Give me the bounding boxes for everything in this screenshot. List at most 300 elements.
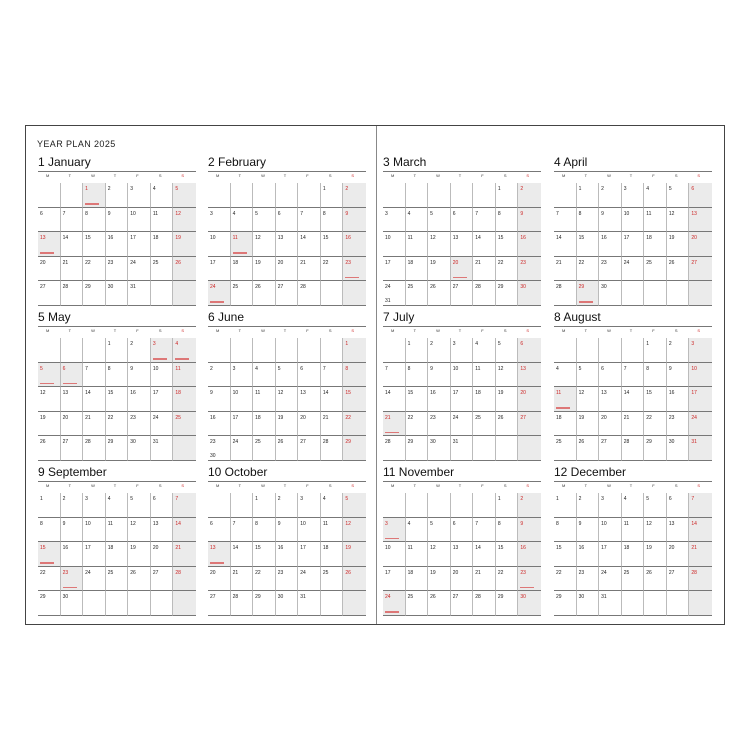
day-cell[interactable] bbox=[106, 518, 129, 543]
day-cell[interactable] bbox=[518, 363, 541, 388]
day-cell[interactable] bbox=[577, 542, 600, 567]
day-cell[interactable] bbox=[383, 338, 406, 363]
day-cell[interactable] bbox=[473, 183, 496, 208]
day-cell[interactable] bbox=[428, 338, 451, 363]
day-cell[interactable] bbox=[383, 387, 406, 412]
day-cell[interactable] bbox=[667, 412, 690, 437]
day-cell[interactable] bbox=[644, 338, 667, 363]
day-cell[interactable] bbox=[473, 232, 496, 257]
day-cell[interactable] bbox=[173, 363, 196, 388]
day-cell[interactable] bbox=[689, 542, 712, 567]
day-cell[interactable] bbox=[276, 183, 299, 208]
day-cell[interactable] bbox=[231, 436, 254, 461]
day-cell[interactable] bbox=[321, 436, 344, 461]
day-cell[interactable] bbox=[622, 208, 645, 233]
day-cell[interactable] bbox=[343, 257, 366, 282]
day-cell[interactable] bbox=[383, 518, 406, 543]
day-cell[interactable] bbox=[321, 257, 344, 282]
day-cell[interactable] bbox=[554, 183, 577, 208]
day-cell[interactable] bbox=[61, 232, 84, 257]
day-cell[interactable] bbox=[689, 338, 712, 363]
day-cell[interactable] bbox=[496, 387, 519, 412]
day-cell[interactable] bbox=[406, 412, 429, 437]
day-cell[interactable] bbox=[253, 591, 276, 616]
day-cell[interactable] bbox=[428, 412, 451, 437]
day-cell[interactable] bbox=[383, 363, 406, 388]
day-cell[interactable] bbox=[689, 387, 712, 412]
day-cell[interactable] bbox=[622, 232, 645, 257]
day-cell[interactable] bbox=[151, 363, 174, 388]
day-cell[interactable] bbox=[577, 436, 600, 461]
day-cell[interactable] bbox=[253, 208, 276, 233]
day-cell[interactable] bbox=[276, 542, 299, 567]
day-cell[interactable] bbox=[599, 363, 622, 388]
day-cell[interactable] bbox=[128, 281, 151, 306]
day-cell[interactable] bbox=[128, 591, 151, 616]
day-cell[interactable] bbox=[599, 436, 622, 461]
day-cell[interactable] bbox=[321, 338, 344, 363]
day-cell[interactable] bbox=[173, 493, 196, 518]
day-cell[interactable] bbox=[451, 208, 474, 233]
day-cell[interactable] bbox=[496, 493, 519, 518]
day-cell[interactable] bbox=[173, 208, 196, 233]
day-cell[interactable] bbox=[554, 208, 577, 233]
day-cell[interactable] bbox=[128, 567, 151, 592]
day-cell[interactable] bbox=[428, 183, 451, 208]
day-cell[interactable] bbox=[599, 208, 622, 233]
day-cell[interactable] bbox=[208, 493, 231, 518]
day-cell[interactable] bbox=[38, 436, 61, 461]
day-cell[interactable] bbox=[518, 232, 541, 257]
day-cell[interactable] bbox=[61, 257, 84, 282]
day-cell[interactable] bbox=[231, 232, 254, 257]
day-cell[interactable] bbox=[276, 412, 299, 437]
day-cell[interactable] bbox=[518, 257, 541, 282]
day-cell[interactable] bbox=[689, 493, 712, 518]
day-cell[interactable] bbox=[599, 338, 622, 363]
day-cell[interactable] bbox=[428, 518, 451, 543]
day-cell[interactable] bbox=[473, 591, 496, 616]
day-cell[interactable] bbox=[644, 183, 667, 208]
day-cell[interactable] bbox=[208, 567, 231, 592]
day-cell[interactable] bbox=[406, 493, 429, 518]
day-cell[interactable] bbox=[106, 542, 129, 567]
day-cell[interactable] bbox=[644, 232, 667, 257]
day-cell[interactable] bbox=[622, 257, 645, 282]
day-cell[interactable] bbox=[428, 281, 451, 306]
day-cell[interactable] bbox=[231, 493, 254, 518]
day-cell[interactable] bbox=[173, 518, 196, 543]
day-cell[interactable] bbox=[383, 567, 406, 592]
day-cell[interactable] bbox=[473, 257, 496, 282]
day-cell[interactable] bbox=[83, 412, 106, 437]
day-cell[interactable] bbox=[173, 281, 196, 306]
day-cell[interactable] bbox=[518, 387, 541, 412]
day-cell[interactable] bbox=[276, 208, 299, 233]
day-cell[interactable] bbox=[343, 363, 366, 388]
day-cell[interactable] bbox=[577, 183, 600, 208]
day-cell[interactable] bbox=[689, 257, 712, 282]
day-cell[interactable] bbox=[106, 183, 129, 208]
day-cell[interactable] bbox=[321, 518, 344, 543]
day-cell[interactable] bbox=[83, 493, 106, 518]
day-cell[interactable] bbox=[343, 208, 366, 233]
day-cell[interactable] bbox=[208, 208, 231, 233]
day-cell[interactable] bbox=[451, 542, 474, 567]
day-cell[interactable] bbox=[599, 257, 622, 282]
day-cell[interactable] bbox=[667, 183, 690, 208]
day-cell[interactable] bbox=[298, 387, 321, 412]
day-cell[interactable] bbox=[428, 542, 451, 567]
day-cell[interactable] bbox=[128, 542, 151, 567]
day-cell[interactable] bbox=[208, 436, 231, 461]
day-cell[interactable] bbox=[276, 281, 299, 306]
day-cell[interactable] bbox=[343, 542, 366, 567]
day-cell[interactable] bbox=[622, 518, 645, 543]
day-cell[interactable] bbox=[496, 338, 519, 363]
day-cell[interactable] bbox=[128, 436, 151, 461]
day-cell[interactable] bbox=[231, 208, 254, 233]
day-cell[interactable] bbox=[599, 412, 622, 437]
day-cell[interactable] bbox=[61, 387, 84, 412]
day-cell[interactable] bbox=[644, 436, 667, 461]
day-cell[interactable] bbox=[496, 591, 519, 616]
day-cell[interactable] bbox=[689, 183, 712, 208]
day-cell[interactable] bbox=[38, 412, 61, 437]
day-cell[interactable] bbox=[151, 436, 174, 461]
day-cell[interactable] bbox=[173, 257, 196, 282]
day-cell[interactable] bbox=[667, 338, 690, 363]
day-cell[interactable] bbox=[128, 232, 151, 257]
day-cell[interactable] bbox=[406, 257, 429, 282]
day-cell[interactable] bbox=[208, 518, 231, 543]
day-cell[interactable] bbox=[231, 281, 254, 306]
day-cell[interactable] bbox=[128, 387, 151, 412]
day-cell[interactable] bbox=[343, 518, 366, 543]
day-cell[interactable] bbox=[473, 542, 496, 567]
day-cell[interactable] bbox=[208, 542, 231, 567]
day-cell[interactable] bbox=[622, 338, 645, 363]
day-cell[interactable] bbox=[554, 387, 577, 412]
day-cell[interactable] bbox=[577, 412, 600, 437]
day-cell[interactable] bbox=[208, 281, 231, 306]
day-cell[interactable] bbox=[667, 363, 690, 388]
day-cell[interactable] bbox=[577, 281, 600, 306]
day-cell[interactable] bbox=[61, 493, 84, 518]
day-cell[interactable] bbox=[599, 232, 622, 257]
day-cell[interactable] bbox=[61, 518, 84, 543]
day-cell[interactable] bbox=[496, 257, 519, 282]
day-cell[interactable] bbox=[667, 387, 690, 412]
day-cell[interactable] bbox=[321, 387, 344, 412]
day-cell[interactable] bbox=[253, 257, 276, 282]
day-cell[interactable] bbox=[151, 493, 174, 518]
day-cell[interactable] bbox=[406, 436, 429, 461]
day-cell[interactable] bbox=[406, 387, 429, 412]
day-cell[interactable] bbox=[554, 338, 577, 363]
day-cell[interactable] bbox=[106, 208, 129, 233]
day-cell[interactable] bbox=[667, 436, 690, 461]
day-cell[interactable] bbox=[428, 436, 451, 461]
day-cell[interactable] bbox=[644, 493, 667, 518]
day-cell[interactable] bbox=[428, 567, 451, 592]
day-cell[interactable] bbox=[644, 257, 667, 282]
day-cell[interactable] bbox=[689, 281, 712, 306]
day-cell[interactable] bbox=[451, 412, 474, 437]
day-cell[interactable] bbox=[451, 281, 474, 306]
day-cell[interactable] bbox=[231, 518, 254, 543]
day-cell[interactable] bbox=[689, 518, 712, 543]
day-cell[interactable] bbox=[298, 281, 321, 306]
day-cell[interactable] bbox=[406, 183, 429, 208]
day-cell[interactable] bbox=[622, 436, 645, 461]
day-cell[interactable] bbox=[428, 208, 451, 233]
day-cell[interactable] bbox=[106, 257, 129, 282]
day-cell[interactable] bbox=[577, 208, 600, 233]
day-cell[interactable] bbox=[689, 232, 712, 257]
day-cell[interactable] bbox=[496, 542, 519, 567]
day-cell[interactable] bbox=[554, 412, 577, 437]
day-cell[interactable] bbox=[128, 208, 151, 233]
day-cell[interactable] bbox=[276, 567, 299, 592]
day-cell[interactable] bbox=[128, 363, 151, 388]
day-cell[interactable] bbox=[622, 591, 645, 616]
day-cell[interactable] bbox=[173, 183, 196, 208]
day-cell[interactable] bbox=[689, 208, 712, 233]
day-cell[interactable] bbox=[38, 208, 61, 233]
day-cell[interactable] bbox=[622, 183, 645, 208]
day-cell[interactable] bbox=[496, 281, 519, 306]
day-cell[interactable] bbox=[518, 542, 541, 567]
day-cell[interactable] bbox=[298, 183, 321, 208]
day-cell[interactable] bbox=[644, 363, 667, 388]
day-cell[interactable] bbox=[383, 232, 406, 257]
day-cell[interactable] bbox=[128, 518, 151, 543]
day-cell[interactable] bbox=[173, 387, 196, 412]
day-cell[interactable] bbox=[253, 436, 276, 461]
day-cell[interactable] bbox=[253, 183, 276, 208]
day-cell[interactable] bbox=[61, 591, 84, 616]
day-cell[interactable] bbox=[231, 257, 254, 282]
day-cell[interactable] bbox=[83, 542, 106, 567]
day-cell[interactable] bbox=[428, 493, 451, 518]
day-cell[interactable] bbox=[599, 567, 622, 592]
day-cell[interactable] bbox=[599, 183, 622, 208]
day-cell[interactable] bbox=[577, 232, 600, 257]
day-cell[interactable] bbox=[518, 338, 541, 363]
day-cell[interactable] bbox=[343, 183, 366, 208]
day-cell[interactable] bbox=[622, 567, 645, 592]
day-cell[interactable] bbox=[667, 542, 690, 567]
day-cell[interactable] bbox=[298, 208, 321, 233]
day-cell[interactable] bbox=[667, 281, 690, 306]
day-cell[interactable] bbox=[208, 338, 231, 363]
day-cell[interactable] bbox=[406, 591, 429, 616]
day-cell[interactable] bbox=[61, 567, 84, 592]
day-cell[interactable] bbox=[253, 412, 276, 437]
day-cell[interactable] bbox=[173, 436, 196, 461]
day-cell[interactable] bbox=[496, 232, 519, 257]
day-cell[interactable] bbox=[321, 183, 344, 208]
day-cell[interactable] bbox=[173, 412, 196, 437]
day-cell[interactable] bbox=[518, 412, 541, 437]
day-cell[interactable] bbox=[208, 183, 231, 208]
day-cell[interactable] bbox=[473, 387, 496, 412]
day-cell[interactable] bbox=[577, 493, 600, 518]
day-cell[interactable] bbox=[38, 338, 61, 363]
day-cell[interactable] bbox=[298, 493, 321, 518]
day-cell[interactable] bbox=[253, 338, 276, 363]
day-cell[interactable] bbox=[518, 183, 541, 208]
day-cell[interactable] bbox=[173, 591, 196, 616]
day-cell[interactable] bbox=[83, 257, 106, 282]
day-cell[interactable] bbox=[577, 338, 600, 363]
day-cell[interactable] bbox=[61, 436, 84, 461]
day-cell[interactable] bbox=[689, 591, 712, 616]
day-cell[interactable] bbox=[622, 542, 645, 567]
day-cell[interactable] bbox=[496, 518, 519, 543]
day-cell[interactable] bbox=[61, 208, 84, 233]
day-cell[interactable] bbox=[253, 387, 276, 412]
day-cell[interactable] bbox=[38, 542, 61, 567]
day-cell[interactable] bbox=[151, 338, 174, 363]
day-cell[interactable] bbox=[644, 281, 667, 306]
day-cell[interactable] bbox=[383, 436, 406, 461]
day-cell[interactable] bbox=[428, 257, 451, 282]
day-cell[interactable] bbox=[577, 257, 600, 282]
day-cell[interactable] bbox=[496, 183, 519, 208]
day-cell[interactable] bbox=[208, 232, 231, 257]
day-cell[interactable] bbox=[451, 363, 474, 388]
day-cell[interactable] bbox=[106, 281, 129, 306]
day-cell[interactable] bbox=[473, 518, 496, 543]
day-cell[interactable] bbox=[83, 567, 106, 592]
day-cell[interactable] bbox=[518, 436, 541, 461]
day-cell[interactable] bbox=[61, 183, 84, 208]
day-cell[interactable] bbox=[173, 567, 196, 592]
day-cell[interactable] bbox=[83, 338, 106, 363]
day-cell[interactable] bbox=[473, 338, 496, 363]
day-cell[interactable] bbox=[554, 567, 577, 592]
day-cell[interactable] bbox=[231, 567, 254, 592]
day-cell[interactable] bbox=[321, 232, 344, 257]
day-cell[interactable] bbox=[473, 363, 496, 388]
day-cell[interactable] bbox=[321, 542, 344, 567]
day-cell[interactable] bbox=[451, 338, 474, 363]
day-cell[interactable] bbox=[428, 387, 451, 412]
day-cell[interactable] bbox=[38, 281, 61, 306]
day-cell[interactable] bbox=[689, 363, 712, 388]
day-cell[interactable] bbox=[231, 591, 254, 616]
day-cell[interactable] bbox=[496, 208, 519, 233]
day-cell[interactable] bbox=[343, 338, 366, 363]
day-cell[interactable] bbox=[451, 591, 474, 616]
day-cell[interactable] bbox=[451, 436, 474, 461]
day-cell[interactable] bbox=[622, 493, 645, 518]
day-cell[interactable] bbox=[473, 412, 496, 437]
day-cell[interactable] bbox=[473, 208, 496, 233]
day-cell[interactable] bbox=[406, 281, 429, 306]
day-cell[interactable] bbox=[451, 232, 474, 257]
day-cell[interactable] bbox=[106, 232, 129, 257]
day-cell[interactable] bbox=[473, 567, 496, 592]
day-cell[interactable] bbox=[106, 338, 129, 363]
day-cell[interactable] bbox=[473, 436, 496, 461]
day-cell[interactable] bbox=[599, 493, 622, 518]
day-cell[interactable] bbox=[276, 257, 299, 282]
day-cell[interactable] bbox=[383, 412, 406, 437]
day-cell[interactable] bbox=[298, 363, 321, 388]
day-cell[interactable] bbox=[173, 338, 196, 363]
day-cell[interactable] bbox=[253, 542, 276, 567]
day-cell[interactable] bbox=[383, 281, 406, 306]
day-cell[interactable] bbox=[383, 183, 406, 208]
day-cell[interactable] bbox=[321, 591, 344, 616]
day-cell[interactable] bbox=[276, 232, 299, 257]
day-cell[interactable] bbox=[577, 518, 600, 543]
day-cell[interactable] bbox=[577, 363, 600, 388]
day-cell[interactable] bbox=[518, 493, 541, 518]
day-cell[interactable] bbox=[231, 412, 254, 437]
day-cell[interactable] bbox=[151, 387, 174, 412]
day-cell[interactable] bbox=[276, 387, 299, 412]
day-cell[interactable] bbox=[622, 363, 645, 388]
day-cell[interactable] bbox=[298, 436, 321, 461]
day-cell[interactable] bbox=[231, 363, 254, 388]
day-cell[interactable] bbox=[151, 281, 174, 306]
day-cell[interactable] bbox=[577, 567, 600, 592]
day-cell[interactable] bbox=[231, 387, 254, 412]
day-cell[interactable] bbox=[406, 208, 429, 233]
day-cell[interactable] bbox=[689, 412, 712, 437]
day-cell[interactable] bbox=[38, 183, 61, 208]
day-cell[interactable] bbox=[644, 208, 667, 233]
day-cell[interactable] bbox=[343, 281, 366, 306]
day-cell[interactable] bbox=[667, 208, 690, 233]
day-cell[interactable] bbox=[151, 542, 174, 567]
day-cell[interactable] bbox=[667, 257, 690, 282]
day-cell[interactable] bbox=[406, 363, 429, 388]
day-cell[interactable] bbox=[128, 493, 151, 518]
day-cell[interactable] bbox=[321, 412, 344, 437]
day-cell[interactable] bbox=[343, 567, 366, 592]
day-cell[interactable] bbox=[343, 493, 366, 518]
day-cell[interactable] bbox=[428, 591, 451, 616]
day-cell[interactable] bbox=[473, 493, 496, 518]
day-cell[interactable] bbox=[599, 591, 622, 616]
day-cell[interactable] bbox=[128, 338, 151, 363]
day-cell[interactable] bbox=[173, 542, 196, 567]
day-cell[interactable] bbox=[496, 363, 519, 388]
day-cell[interactable] bbox=[644, 542, 667, 567]
day-cell[interactable] bbox=[253, 232, 276, 257]
day-cell[interactable] bbox=[383, 542, 406, 567]
day-cell[interactable] bbox=[253, 518, 276, 543]
day-cell[interactable] bbox=[276, 591, 299, 616]
day-cell[interactable] bbox=[151, 232, 174, 257]
day-cell[interactable] bbox=[208, 257, 231, 282]
day-cell[interactable] bbox=[689, 436, 712, 461]
day-cell[interactable] bbox=[383, 493, 406, 518]
day-cell[interactable] bbox=[554, 257, 577, 282]
day-cell[interactable] bbox=[451, 387, 474, 412]
day-cell[interactable] bbox=[343, 232, 366, 257]
day-cell[interactable] bbox=[83, 183, 106, 208]
day-cell[interactable] bbox=[667, 591, 690, 616]
day-cell[interactable] bbox=[208, 387, 231, 412]
day-cell[interactable] bbox=[343, 412, 366, 437]
day-cell[interactable] bbox=[253, 363, 276, 388]
